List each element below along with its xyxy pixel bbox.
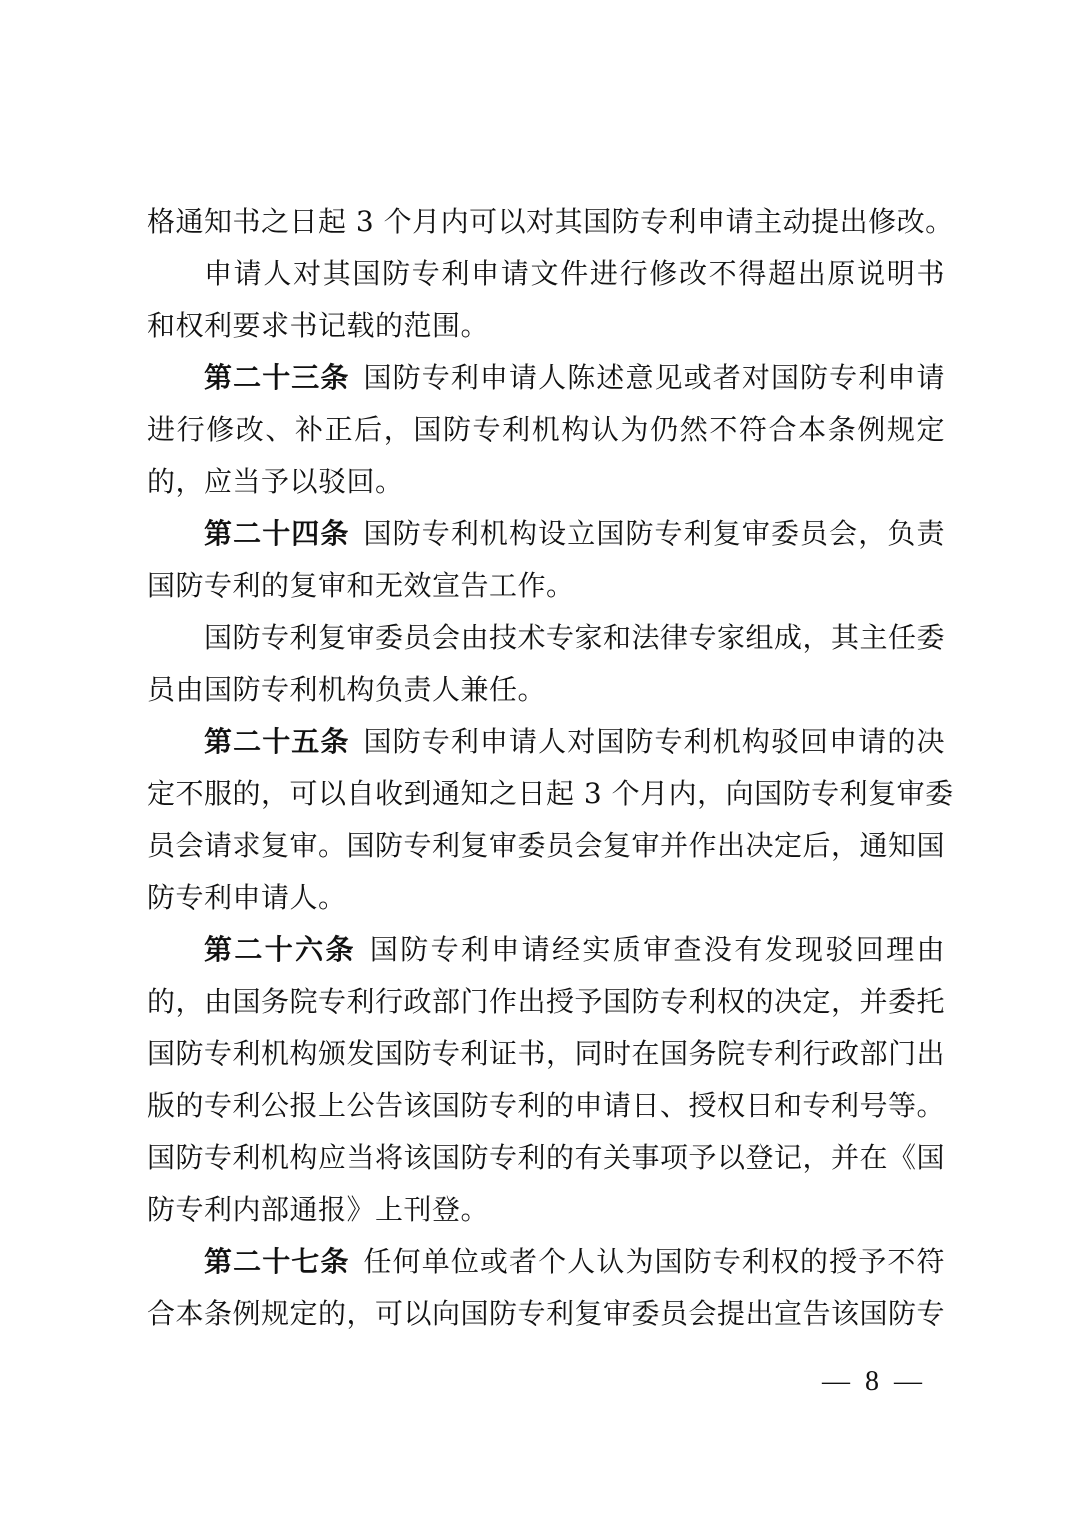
text-line bbox=[147, 1184, 945, 1236]
text-line bbox=[147, 508, 945, 560]
article-heading: 第二十六条 bbox=[204, 933, 356, 966]
page-number: — 8 — bbox=[822, 1366, 922, 1397]
paragraph bbox=[147, 196, 954, 248]
line-text: 国防专利申请经实质审查没有发现驳回理由 bbox=[369, 933, 945, 966]
text-line bbox=[147, 716, 945, 768]
text-line bbox=[147, 664, 945, 716]
article-paragraph bbox=[147, 508, 945, 612]
text-line bbox=[147, 196, 954, 248]
line-text: 国防专利的复审和无效宣告工作。 bbox=[147, 569, 575, 602]
text-line bbox=[147, 1132, 945, 1184]
article-paragraph bbox=[147, 352, 945, 508]
line-text: 国防专利机构颁发国防专利证书，同时在国务院专利行政部门出 bbox=[147, 1037, 946, 1070]
text-line bbox=[147, 404, 945, 456]
text-line bbox=[147, 976, 945, 1028]
line-text: 合本条例规定的，可以向国防专利复审委员会提出宣告该国防专 bbox=[147, 1297, 946, 1330]
text-line bbox=[147, 1028, 945, 1080]
document-body bbox=[147, 196, 954, 1340]
article-paragraph bbox=[147, 716, 954, 924]
line-text: 申请人对其国防专利申请文件进行修改不得超出原说明书 bbox=[204, 257, 945, 290]
line-text: 国防专利申请人对国防专利机构驳回申请的决 bbox=[363, 725, 945, 758]
line-text: 员由国防专利机构负责人兼任。 bbox=[147, 673, 547, 706]
text-line bbox=[147, 872, 945, 924]
text-line bbox=[147, 1236, 945, 1288]
line-text: 版的专利公报上公告该国防专利的申请日、授权日和专利号等。 bbox=[147, 1089, 946, 1122]
text-line bbox=[147, 300, 945, 352]
line-text: 防专利内部通报》上刊登。 bbox=[147, 1193, 490, 1226]
text-line bbox=[147, 248, 945, 300]
text-line bbox=[147, 820, 945, 872]
line-text: 进行修改、补正后，国防专利机构认为仍然不符合本条例规定 bbox=[147, 413, 945, 446]
text-line bbox=[147, 1080, 945, 1132]
line-text: 国防专利申请人陈述意见或者对国防专利申请 bbox=[363, 361, 945, 394]
line-text: 任何单位或者个人认为国防专利权的授予不符 bbox=[363, 1245, 945, 1278]
line-text: 国防专利复审委员会由技术专家和法律专家组成，其主任委 bbox=[204, 621, 946, 654]
article-heading: 第二十三条 bbox=[204, 361, 350, 394]
text-line bbox=[147, 768, 954, 820]
article-heading: 第二十七条 bbox=[204, 1245, 350, 1278]
line-text: 和权利要求书记载的范围。 bbox=[147, 309, 490, 342]
line-text: 的，由国务院专利行政部门作出授予国防专利权的决定，并委托 bbox=[147, 985, 946, 1018]
article-paragraph bbox=[147, 924, 945, 1236]
line-text: 的，应当予以驳回。 bbox=[147, 465, 404, 498]
text-line bbox=[147, 560, 945, 612]
text-line bbox=[147, 924, 945, 976]
text-line bbox=[147, 1288, 945, 1340]
line-text: 定不服的，可以自收到通知之日起 3 个月内，向国防专利复审委 bbox=[147, 777, 954, 810]
line-text: 国防专利机构应当将该国防专利的有关事项予以登记，并在《国 bbox=[147, 1141, 946, 1174]
text-line bbox=[147, 456, 945, 508]
line-text: 员会请求复审。国防专利复审委员会复审并作出决定后，通知国 bbox=[147, 829, 946, 862]
paragraph bbox=[147, 248, 945, 352]
article-paragraph bbox=[147, 1236, 945, 1340]
line-text: 防专利申请人。 bbox=[147, 881, 347, 914]
text-line bbox=[147, 612, 945, 664]
line-text: 国防专利机构设立国防专利复审委员会，负责 bbox=[363, 517, 945, 550]
paragraph bbox=[147, 612, 945, 716]
line-text: 格通知书之日起 3 个月内可以对其国防专利申请主动提出修改。 bbox=[147, 205, 954, 238]
text-line bbox=[147, 352, 945, 404]
article-heading: 第二十四条 bbox=[204, 517, 350, 550]
article-heading: 第二十五条 bbox=[204, 725, 350, 758]
